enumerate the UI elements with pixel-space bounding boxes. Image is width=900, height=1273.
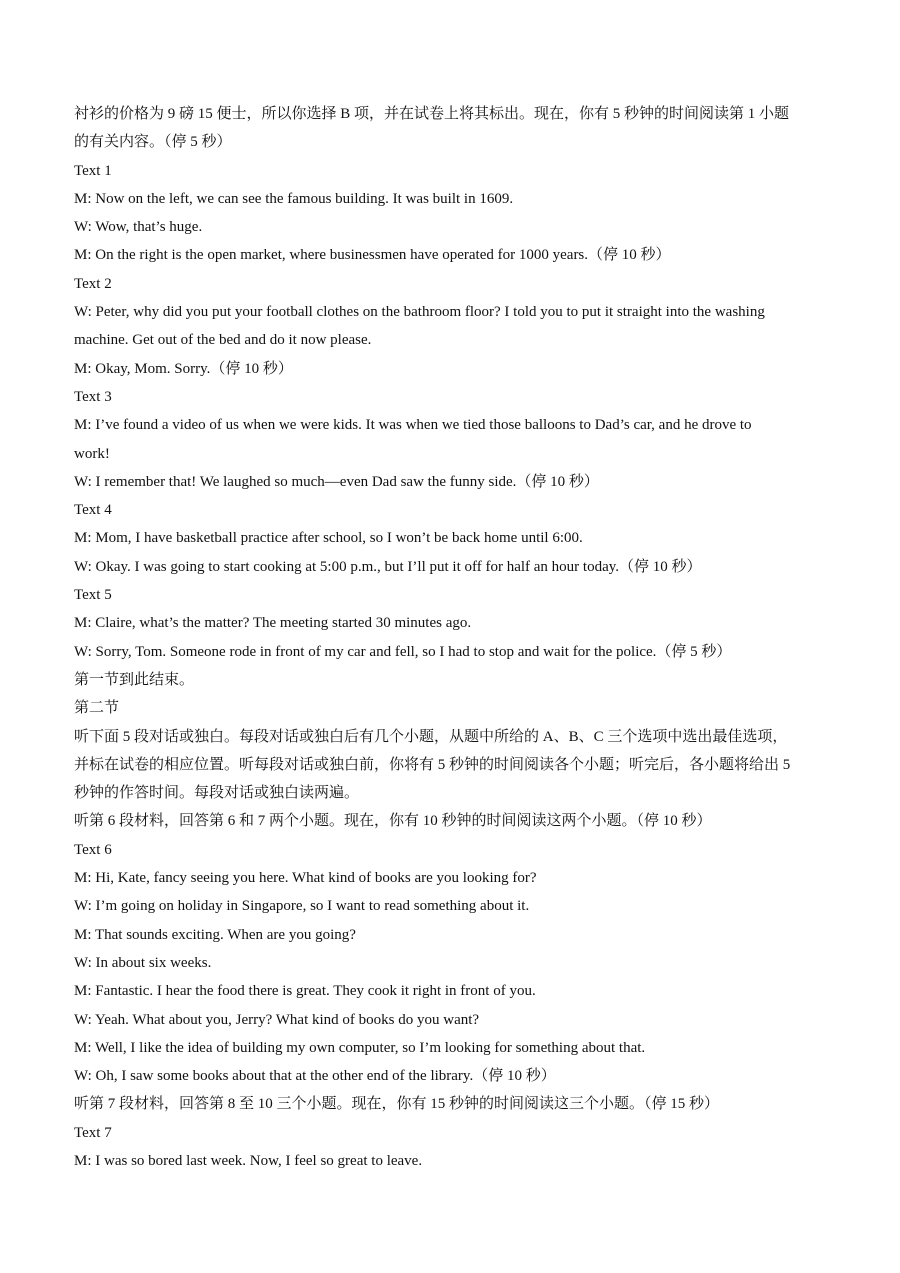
transcript-line: 并标在试卷的相应位置。听每段对话或独白前，你将有 5 秒钟的时间阅读各个小题；听完后，各小题将给出 5	[74, 756, 791, 773]
transcript-line: 的有关内容。（停 5 秒）	[74, 134, 232, 151]
transcript-line: 听第 7 段材料，回答第 8 至 10 三个小题。现在，你有 15 秒钟的时间阅读这三个小题。（停 15 秒）	[74, 1096, 720, 1113]
transcript-line: W: I remember that! We laughed so much—even Dad saw the funny side.（停 10 秒）	[74, 473, 599, 490]
transcript-line: M: I’ve found a video of us when we were kids. It was when we tied those balloons to Dad’s car, and he drove to	[74, 417, 752, 434]
transcript-line: W: Yeah. What about you, Jerry? What kind of books do you want?	[74, 1011, 480, 1028]
transcript-line: M: Hi, Kate, fancy seeing you here. What kind of books are you looking for?	[74, 870, 537, 887]
transcript-line: W: I’m going on holiday in Singapore, so I want to read something about it.	[74, 898, 530, 915]
transcript-line: W: Sorry, Tom. Someone rode in front of my car and fell, so I had to stop and wait for the police.（停 5 秒）	[74, 643, 732, 660]
transcript-line: Text 7	[74, 1124, 112, 1141]
transcript-line: 听下面 5 段对话或独白。每段对话或独白后有几个小题，从题中所给的 A、B、C 三个选项中选出最佳选项，	[74, 728, 788, 745]
transcript-line: 衬衫的价格为 9 磅 15 便士，所以你选择 B 项，并在试卷上将其标出。现在，你有 5 秒钟的时间阅读第 1 小题	[74, 106, 790, 122]
transcript-line: M: Now on the left, we can see the famous building. It was built in 1609.	[74, 190, 514, 207]
transcript-line: work!	[74, 445, 110, 462]
transcript-body	[74, 100, 834, 1175]
transcript-line: M: I was so bored last week. Now, I feel so great to leave.	[74, 1152, 423, 1169]
transcript-line: W: In about six weeks.	[74, 954, 212, 971]
transcript-line: Text 6	[74, 841, 112, 858]
transcript-line: machine. Get out of the bed and do it now please.	[74, 332, 372, 349]
transcript-line: 秒钟的作答时间。每段对话或独白读两遍。	[74, 785, 360, 802]
transcript-line: M: Mom, I have basketball practice after school, so I won’t be back home until 6:00.	[74, 530, 583, 547]
transcript-line: 第二节	[74, 700, 120, 717]
transcript-line: M: Okay, Mom. Sorry.（停 10 秒）	[74, 360, 293, 377]
transcript-line: W: Peter, why did you put your football clothes on the bathroom floor? I told you to put it straight into the washing	[74, 304, 765, 321]
transcript-line: W: Wow, that’s huge.	[74, 219, 203, 236]
transcript-line: M: Claire, what’s the matter? The meeting started 30 minutes ago.	[74, 615, 472, 632]
transcript-line: M: On the right is the open market, where businessmen have operated for 1000 years.（停 10 秒）	[74, 247, 671, 264]
transcript-line: M: That sounds exciting. When are you going?	[74, 926, 356, 943]
transcript-line: 第一节到此结束。	[74, 671, 195, 688]
transcript-line: Text 2	[74, 275, 112, 292]
transcript-line: M: Well, I like the idea of building my own computer, so I’m looking for something about that.	[74, 1039, 646, 1056]
transcript-line: Text 3	[74, 388, 112, 405]
transcript-line: Text 1	[74, 162, 112, 179]
transcript-line: 听第 6 段材料，回答第 6 和 7 两个小题。现在，你有 10 秒钟的时间阅读这两个小题。（停 10 秒）	[74, 813, 712, 830]
transcript-line: W: Oh, I saw some books about that at the other end of the library.（停 10 秒）	[74, 1068, 556, 1085]
transcript-line: Text 5	[74, 587, 112, 604]
transcript-line: W: Okay. I was going to start cooking at 5:00 p.m., but I’ll put it off for half an hour today.（停 10 秒）	[74, 558, 702, 575]
transcript-line: Text 4	[74, 502, 112, 519]
transcript-line: M: Fantastic. I hear the food there is great. They cook it right in front of you.	[74, 983, 536, 1000]
